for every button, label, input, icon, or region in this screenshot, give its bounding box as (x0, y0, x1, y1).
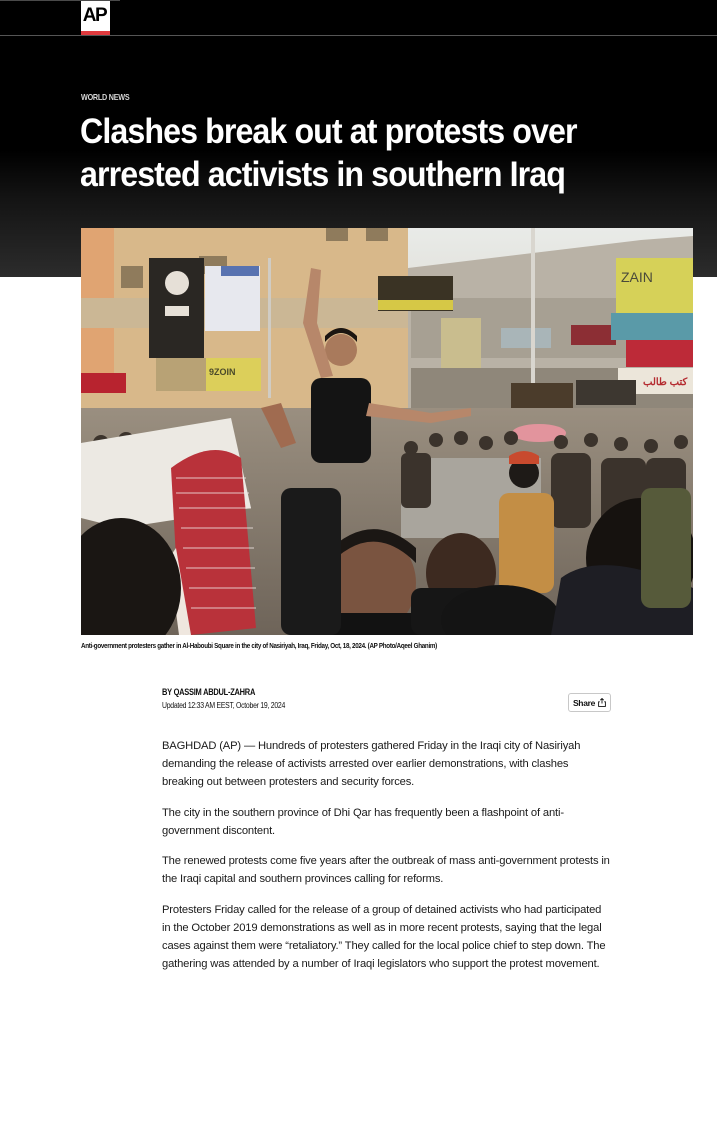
article-paragraph: The city in the southern province of Dhi Qar has frequently been a flashpoint of anti-government discontent. (162, 806, 564, 837)
ap-logo-link[interactable] (81, 1, 110, 35)
section-label-world-news[interactable]: WORLD NEWS (81, 92, 130, 102)
lead-photo[interactable] (81, 228, 693, 635)
share-icon (598, 698, 606, 707)
article-headline: Clashes break out at protests over arrested activists in southern Iraq (80, 112, 577, 194)
svg-text:ZAIN: ZAIN (621, 269, 653, 285)
lead-photo-illustration (81, 228, 693, 635)
photo-caption: Anti-government protesters gather in Al-Haboubi Square in the city of Nasiriyah, Iraq, Friday, Oct, 18, 2024. (AP Photo/Aqeel Ghanim) (81, 641, 437, 650)
byline-author[interactable]: BY QASSIM ABDUL-ZAHRA (162, 687, 256, 697)
article-body (162, 737, 612, 985)
article-paragraph: Protesters Friday called for the release of a group of detained activists who had participated in the October 2019 demonstrations as well as in more recent protests, saying that the legal cases against them were “retaliatory.” They called for the local police chief to step down. The gathering was attended by a number of Iraqi legislators who support the protest movement. (162, 903, 606, 970)
share-button-label: Share (572, 697, 596, 708)
article-paragraph: The renewed protests come five years after the outbreak of mass anti-government protests in the Iraqi capital and southern provinces calling for reforms. (162, 855, 610, 885)
top-navbar (0, 0, 717, 36)
ap-logo-text: AP (82, 5, 107, 26)
share-button[interactable] (568, 693, 611, 712)
updated-timestamp: Updated 12:33 AM EEST, October 19, 2024 (162, 701, 286, 710)
ap-logo-accent-bar (81, 31, 110, 35)
svg-text:كتب طالب: كتب طالب (643, 377, 688, 388)
svg-text:9ZOIN: 9ZOIN (209, 367, 236, 377)
article-paragraph: BAGHDAD (AP) — Hundreds of protesters gathered Friday in the Iraqi city of Nasiriyah demanding the release of activists arrested over earlier demonstrations, with clashes breaking out between protesters and security forces. (162, 740, 581, 788)
